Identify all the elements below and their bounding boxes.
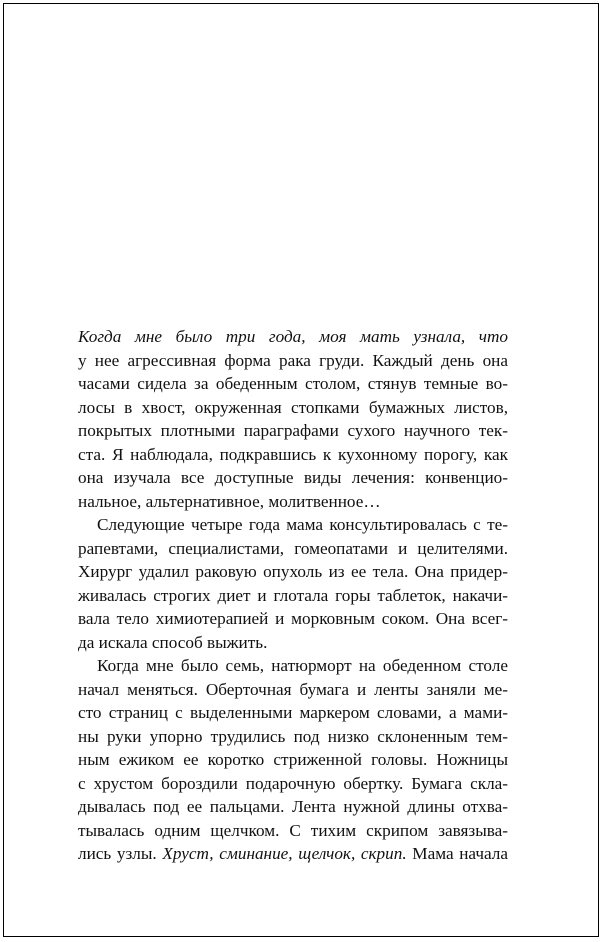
final-line-suffix: Мама начала (406, 844, 508, 863)
text-line: Когда мне было семь, натюрморт на обеденном столе (97, 656, 508, 675)
final-line-italic: Хруст, сминание, щелчок, скрип. (162, 844, 407, 863)
text-line: живалась строгих диет и глотала горы таблеток, накачи- (78, 585, 508, 605)
text-line: тывалась одним щелчком. С тихим скрипом завязыва- (78, 820, 508, 840)
text-line: ны руки упорно трудились под низко склоненным тем- (78, 726, 508, 746)
final-line-prefix: лись узлы. (78, 844, 163, 863)
text-line: дывалась под ее пальцами. Лента нужной длины отхва- (78, 797, 508, 816)
text-line: ста. Я наблюдала, подкравшись к кухонному порогу, как (78, 444, 508, 464)
book-page (3, 3, 599, 937)
text-line: Хирург удалил раковую опухоль из ее тела. Она придер- (78, 562, 508, 581)
text-line: с хрустом бороздили подарочную обертку. Бумага скла- (78, 773, 508, 793)
text-line: да искала способ выжить. (78, 632, 268, 652)
text-line-final (78, 842, 508, 866)
text-line: нальное, альтернативное, молитвенное… (78, 491, 381, 511)
text-line: Когда мне было три года, моя мать узнала, что (78, 327, 508, 346)
text-line: у нее агрессивная форма рака груди. Каждый день она (78, 350, 508, 370)
text-line: ным ежиком ее коротко стриженной головы. Ножницы (78, 750, 508, 769)
text-line: часами сидела за обеденным столом, стянув темные во- (78, 374, 508, 393)
text-line: Следующие четыре года мама консультировалась с те- (97, 515, 508, 534)
text-line: лосы в хвост, окруженная стопками бумажных листов, (78, 397, 508, 417)
body-text (78, 325, 508, 866)
text-line: покрытых плотными параграфами сухого научного тек- (78, 421, 508, 440)
text-line: рапевтами, специалистами, гомеопатами и целителями. (78, 538, 508, 558)
text-line: сто страниц с выделенными маркером словами, а мами- (78, 703, 508, 722)
text-line: вала тело химиотерапией и морковным соком. Она всег- (78, 609, 508, 628)
text-line: начал меняться. Оберточная бумага и ленты заняли ме- (78, 679, 508, 699)
text-line: она изучала все доступные виды лечения: конвенцио- (78, 468, 508, 487)
